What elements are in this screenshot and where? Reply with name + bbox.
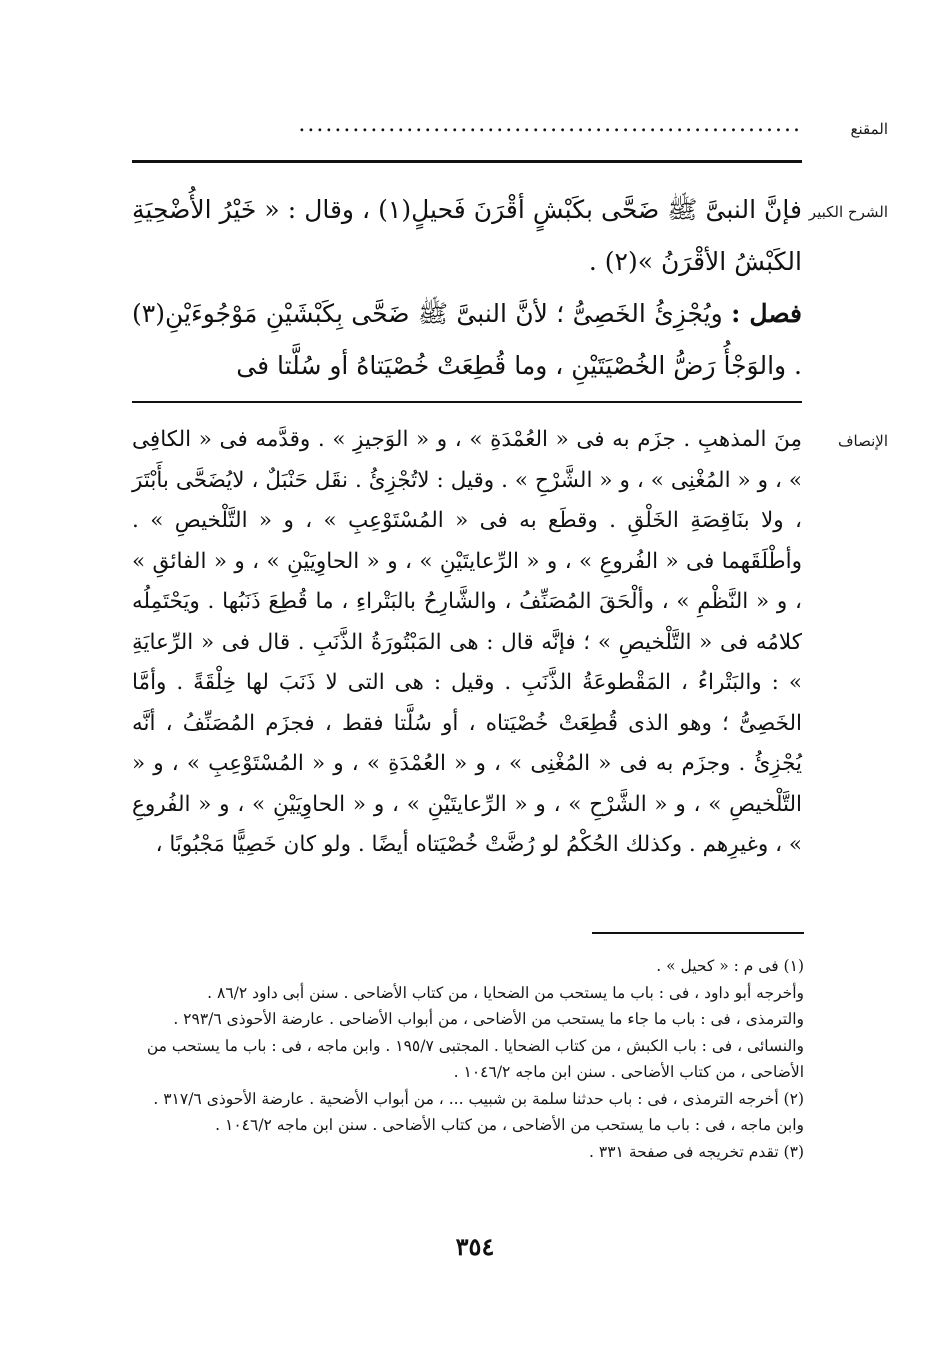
header-label-muqni: المقنع bbox=[850, 120, 888, 138]
insaf-section-label: الإنصاف bbox=[837, 432, 888, 450]
sharh-section-label: الشرح الكبير bbox=[808, 203, 888, 221]
footnote-line: الأضاحى ، من كتاب الأضاحى . سنن ابن ماجه ١٠٤٦/٢ . bbox=[453, 1063, 804, 1081]
insaf-paragraph: مِنَ المذهبِ . جزَم به فى « العُمْدَةِ » ، و « الوَجيزِ » . وقدَّمه فى « الكافِى » ، و « المُغْنِى » ، و « الشَّرْحِ » . وقيل : لاتُجْزِئُ . نقَل حَنْبَلٌ ، لايُضَحَّى بأَبْتَرَ ، ولا بنَاقِصَةِ الخَلْقِ . وقطَع به فى « المُسْتَوْعِبِ » ، و « التَّلْخيصِ » . وأطْلَقَهما فى « الفُروعِ » ، و « الرِّعايتَيْنِ » ، و « الحاوِيَيْنِ » ، و « الفائقِ » ، و « النَّظْمِ » ، وألْحَقَ المُصَنِّفُ ، والشَّارِحُ بالبَتْراءِ ، ما قُطِعَ ذَنَبُها . ويَحْتَمِلُه كلامُه فى « التَّلْخيصِ » ؛ فإنَّه قال : هى المَبْتُورَةُ الذَّنَبِ . قال فى « الرِّعايَةِ » : والبَتْراءُ ، المَقْطوعَةُ الذَّنَبِ . وقيل : هى التى لا ذَنَبَ لها خِلْقَةً . وأمَّا الخَصِىُّ ؛ وهو الذى قُطِعَتْ خُصْيَتاه ، أو سُلَّتا فقط ، فجزَم المُصَنِّفُ ، أنَّه يُجْزِئُ . وجزَم به فى « المُغْنِى » ، و « العُمْدَةِ » ، و « المُسْتَوْعِبِ » ، و « التَّلْخيصِ » ، و « الشَّرْحِ » ، و « الرِّعايتَيْنِ » ، و « الحاوِيَيْنِ » ، و « الفُروعِ » ، وغيرِهم . وكذلك الحُكْمُ لو رُضَّتْ خُصْيَتاه أيضًا . ولو كان خَصِيًّا مَجْبُوبًا ، bbox=[132, 427, 802, 857]
page-number: ٣٥٤ bbox=[455, 1232, 495, 1261]
insaf-section-text bbox=[132, 420, 802, 866]
header-dotted-line: ........................................................ bbox=[298, 112, 802, 137]
footnote-line: (٣) تقدم تخريجه فى صفحة ٣٣١ . bbox=[589, 1142, 804, 1161]
footnote-rule bbox=[592, 932, 804, 934]
footnote-line: والترمذى ، فى : باب ما جاء ما يستحب من الأضاحى ، من أبواب الأضاحى . عارضة الأحوذى ٢٩٣/٦ . bbox=[173, 1010, 804, 1028]
fasl-body: ويُجْزِئُ الخَصِىُّ ؛ لأنَّ النبىَّ ﷺ ضَحَّى بِكَبْشَيْنِ مَوْجُوءَيْنِ(٣) . والوَجْأُ رَضُّ الخُصْيَتَيْنِ ، وما قُطِعَتْ خُصْيَتاهُ أو سُلَّتا فى bbox=[132, 299, 802, 380]
sharh-section-text bbox=[132, 184, 802, 392]
footnote-line: والنسائى ، فى : باب الكبش ، من كتاب الضحايا . المجتبى ١٩٥/٧ . وابن ماجه ، فى : باب ما يستحب من bbox=[146, 1036, 804, 1055]
footnote-line: (٢) أخرجه الترمذى ، فى : باب حدثنا سلمة بن شبيب ... ، من أبواب الأضحية . عارضة الأحوذى ٣١٧/٦ . bbox=[153, 1089, 804, 1108]
sharh-paragraph-2 bbox=[132, 288, 802, 392]
footnotes bbox=[132, 953, 804, 1165]
footnote-line: وأخرجه أبو داود ، فى : باب ما يستحب من الضحايا ، من كتاب الأضاحى . سنن أبى داود ٨٦/٢ . bbox=[207, 983, 804, 1002]
footnote-line: وابن ماجه ، فى : باب ما يستحب من الأضاحى ، من كتاب الأضاحى . سنن ابن ماجه ١٠٤٦/٢ . bbox=[215, 1116, 804, 1134]
footnote-line: (١) فى م : « كحيل » . bbox=[656, 957, 804, 975]
fasl-heading: فصل : bbox=[731, 299, 802, 328]
header-rule bbox=[132, 160, 802, 163]
sharh-paragraph-1: فإنَّ النبىَّ ﷺ ضَحَّى بكَبْشٍ أقْرَنَ فَحيلٍ(١) ، وقال : « خَيْرُ الأُضْحِيَةِ الكَبْشُ الأقْرَنُ »(٢) . bbox=[132, 195, 802, 276]
section-divider bbox=[132, 401, 802, 403]
